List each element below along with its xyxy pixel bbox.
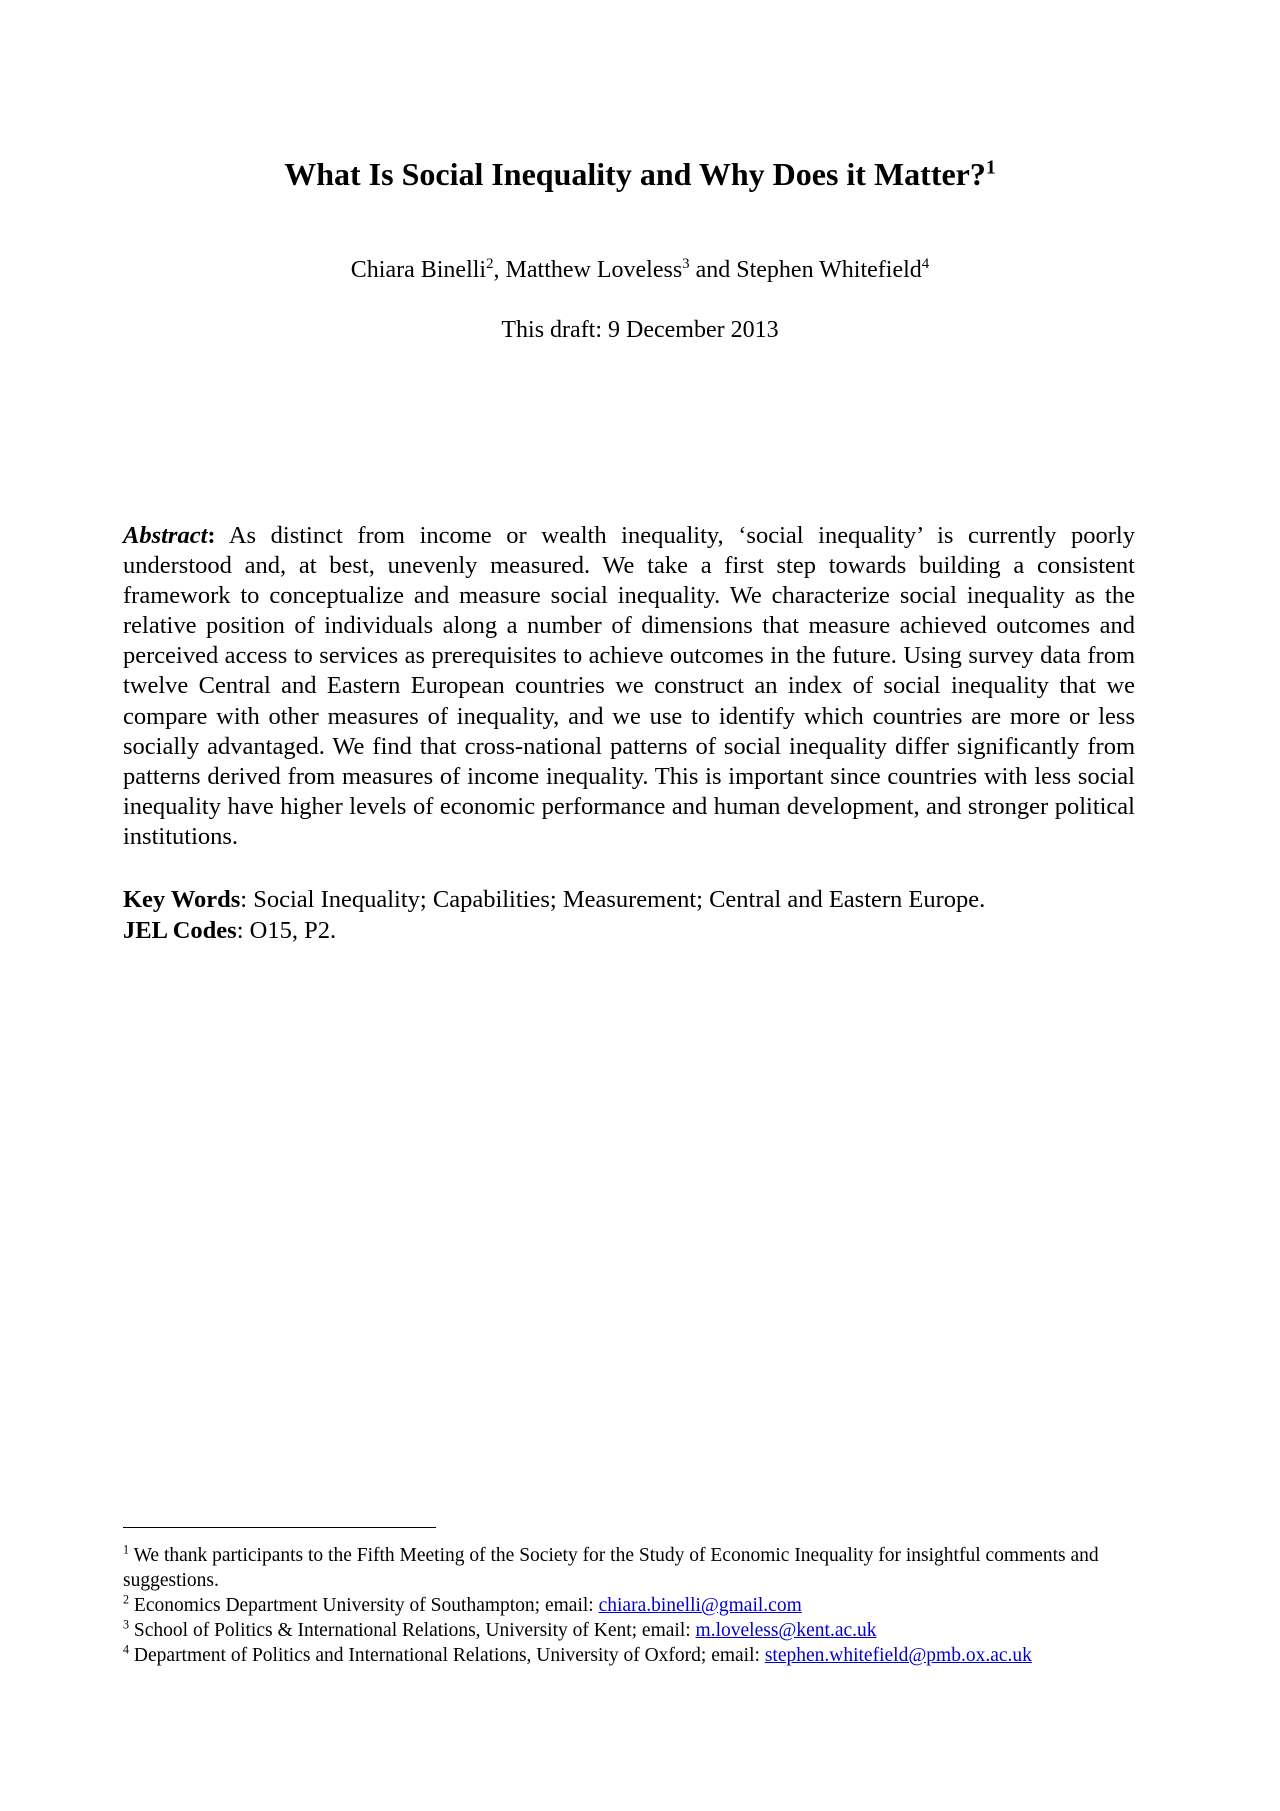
author-binelli-mark: 2	[486, 256, 494, 272]
abstract	[123, 521, 1135, 852]
keywords-block	[123, 884, 1163, 946]
paper-title	[0, 154, 1280, 194]
footnote-divider	[123, 1527, 436, 1528]
footnote-text: Economics Department University of Southampton; email:	[129, 1595, 599, 1616]
abstract-text: As distinct from income or wealth inequality, ‘social inequality’ is currently poorly understood and, at best, unevenly measured. We take a first step towards building a consistent framework to conceptualize and measure social inequality. We characterize social inequality as the relative position of individuals along a number of dimensions that measure achieved outcomes and perceived access to services as prerequisites to achieve outcomes in the future. Using survey data from twelve Central and Eastern European countries we construct an index of social inequality that we compare with other measures of inequality, and we use to identify which countries are more or less socially advantaged. We find that cross-national patterns of social inequality differ significantly from patterns derived from measures of income inequality. This is important since countries with less social inequality have higher levels of economic performance and human development, and stronger political institutions.	[123, 522, 1135, 850]
author-loveless: Matthew Loveless	[505, 257, 683, 283]
footnote-text: School of Politics & International Relations, University of Kent; email:	[129, 1620, 696, 1641]
abstract-label: Abstract	[123, 522, 208, 549]
jel-line	[123, 915, 1163, 946]
footnote-mark: 1	[123, 1542, 130, 1557]
email-link-loveless[interactable]: m.loveless@kent.ac.uk	[695, 1620, 877, 1641]
footnote-text: Department of Politics and International Relations, University of Oxford; email:	[129, 1645, 765, 1666]
keywords-line	[123, 884, 1163, 915]
footnote-4	[123, 1643, 1153, 1668]
author-separator: ,	[493, 257, 506, 283]
footnotes	[123, 1543, 1153, 1668]
footnote-1	[123, 1543, 1153, 1593]
draft-date: This draft: 9 December 2013	[501, 317, 779, 343]
footnote-mark: 3	[123, 1617, 130, 1632]
footnote-mark: 4	[123, 1642, 130, 1657]
footnote-text: We thank participants to the Fifth Meeting of the Society for the Study of Economic Inequality for insightful comments and suggestions.	[123, 1545, 1099, 1591]
footnote-mark: 2	[123, 1592, 130, 1607]
paper-title-text: What Is Social Inequality and Why Does it Matter?	[284, 156, 986, 192]
footnote-3	[123, 1618, 1153, 1643]
jel-text: : O15, P2.	[236, 917, 337, 944]
author-list	[0, 254, 1280, 286]
keywords-text: : Social Inequality; Capabilities; Measurement; Central and Eastern Europe.	[240, 886, 986, 913]
abstract-colon: :	[207, 522, 216, 549]
author-whitefield-mark: 4	[921, 256, 930, 272]
author-binelli: Chiara Binelli	[350, 257, 487, 283]
author-whitefield: Stephen Whitefield	[736, 257, 922, 283]
keywords-label: Key Words	[123, 886, 241, 913]
footnote-2	[123, 1593, 1153, 1618]
author-loveless-mark: 3	[682, 256, 690, 272]
title-footnote-mark: 1	[985, 156, 996, 179]
email-link-binelli[interactable]: chiara.binelli@gmail.com	[598, 1595, 802, 1616]
author-separator: and	[689, 257, 737, 283]
jel-label: JEL Codes	[123, 917, 237, 944]
email-link-whitefield[interactable]: stephen.whitefield@pmb.ox.ac.uk	[764, 1645, 1032, 1666]
